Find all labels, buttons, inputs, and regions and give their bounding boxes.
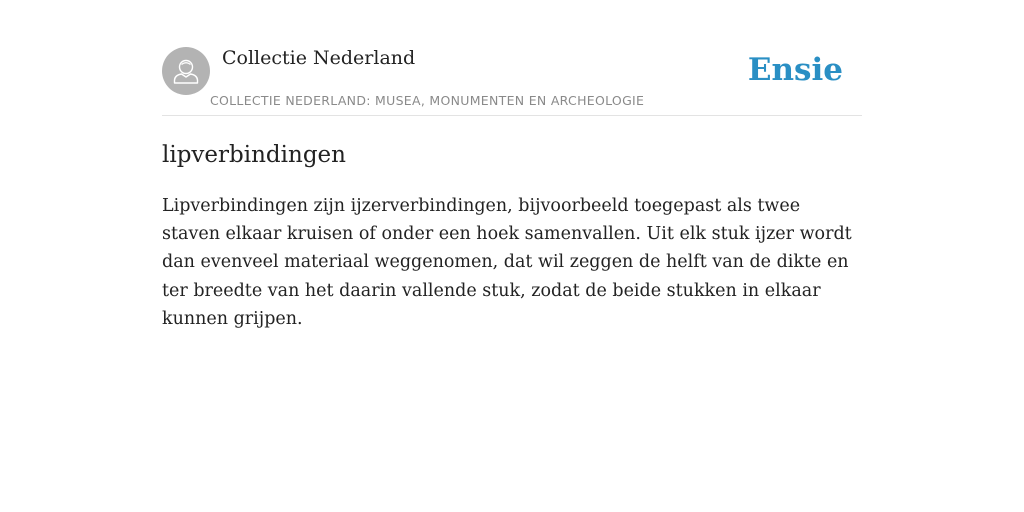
author-subtitle: COLLECTIE NEDERLAND: MUSEA, MONUMENTEN EN ARCHEOLOGIE [210,93,645,108]
header-divider [162,115,862,116]
article-title: lipverbindingen [162,142,346,168]
author-name-link[interactable]: Collectie Nederland [222,47,416,69]
user-icon [162,47,210,95]
author-avatar[interactable] [162,47,210,95]
article-body: Lipverbindingen zijn ijzerverbindingen, bijvoorbeeld toegepast als twee staven elkaar kruisen of onder een hoek samenvallen. Uit elk stuk ijzer wordt dan evenveel materiaal weggenomen, dat wil zeggen de helft van de dikte en ter breedte van het daarin vallende stuk, zodat de beide stukken in elkaar kunnen grijpen. [162,196,852,329]
brand-logo-link[interactable]: Ensie [747,52,843,88]
